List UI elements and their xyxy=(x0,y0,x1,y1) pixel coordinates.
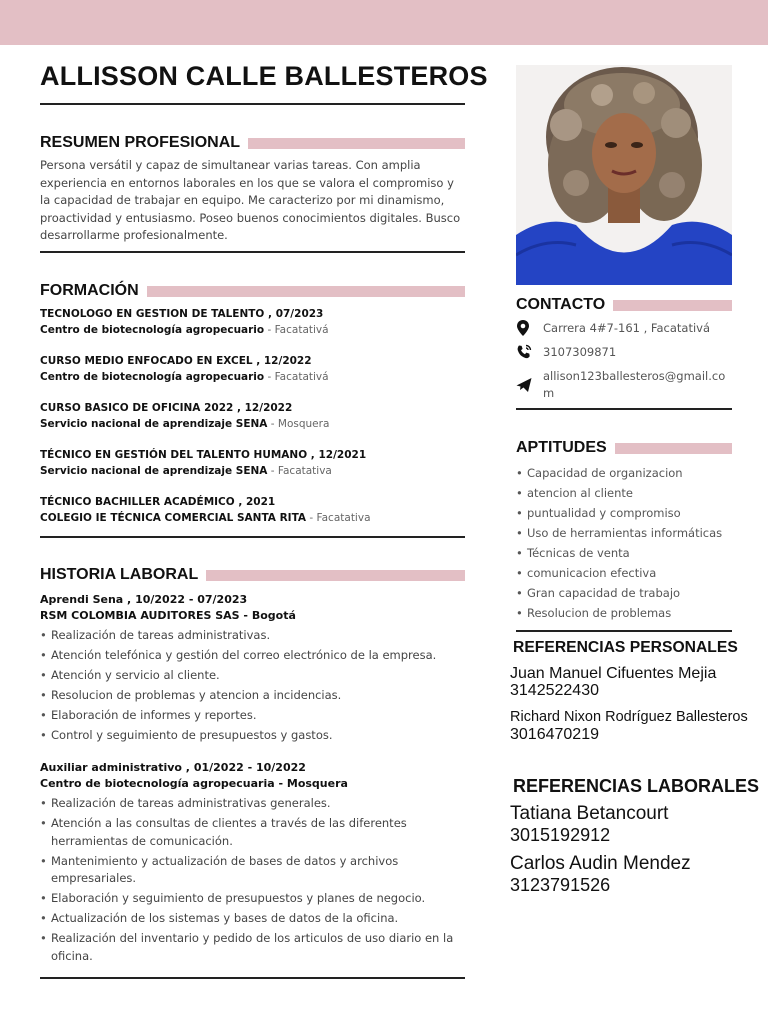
full-name: ALLISSON CALLE BALLESTEROS xyxy=(40,61,488,91)
list-item: • Capacidad de organizacion xyxy=(516,463,732,483)
divider xyxy=(40,536,465,538)
degree: CURSO MEDIO ENFOCADO EN EXCEL xyxy=(40,355,253,367)
personal-refs-title: REFERENCIAS PERSONALES xyxy=(513,639,738,656)
education-item: TÉCNICO EN GESTIÓN DEL TALENTO HUMANO , 12/2021 Servicio nacional de aprendizaje SENA - Facatativa xyxy=(40,449,367,477)
contact-phone xyxy=(516,344,732,361)
list-item: • Elaboración y seguimiento de presupuestos y planes de negocio. xyxy=(40,890,465,908)
task-list xyxy=(40,795,465,965)
education-item: TÉCNICO BACHILLER ACADÉMICO , 2021 COLEGIO IE TÉCNICA COMERCIAL SANTA RITA - Facatativa xyxy=(40,496,371,524)
ref-name: Tatiana Betancourt xyxy=(510,803,669,824)
ref-phone: 3123791526 xyxy=(510,875,611,895)
summary-text: Persona versátil y capaz de simultanear varias tareas. Con amplia experiencia en entornos laborales en los que se valora el compromiso y la capacidad de trabajar en equipo. Me caracterizo por mi dinamismo, proactividad y entusiasmo. Poseo buenos conocimientos digitales. Busco desarrollarme profesionalmente. xyxy=(40,158,461,242)
divider xyxy=(40,251,465,253)
school: COLEGIO IE TÉCNICA COMERCIAL SANTA RITA xyxy=(40,512,307,524)
education-item: TECNOLOGO EN GESTION DE TALENTO , 07/2023 Centro de biotecnología agropecuario - Facatativá xyxy=(40,308,329,336)
location-pin-icon xyxy=(516,320,543,336)
ref-name: Richard Nixon Rodríguez Ballesteros xyxy=(510,709,748,725)
location: Mosquera xyxy=(277,418,330,430)
top-accent-band xyxy=(0,0,768,45)
list-item: • Elaboración de informes y reportes. xyxy=(40,707,465,725)
task-list xyxy=(40,627,465,745)
divider xyxy=(40,103,465,105)
job-dates: 01/2022 - 10/2022 xyxy=(193,761,306,774)
list-item: • Realización de tareas administrativas generales. xyxy=(40,795,465,813)
divider xyxy=(516,630,732,632)
skills-header xyxy=(516,439,732,457)
accent-bar xyxy=(615,443,732,454)
ref-name: Juan Manuel Cifuentes Mejia xyxy=(510,665,717,682)
location: Facatativa xyxy=(316,512,371,524)
list-item: • Realización de tareas administrativas. xyxy=(40,627,465,645)
date: 2021 xyxy=(246,496,276,508)
education-item: CURSO MEDIO ENFOCADO EN EXCEL , 12/2022 Centro de biotecnología agropecuario - Facatativá xyxy=(40,355,329,383)
contact-email[interactable] xyxy=(516,368,732,402)
location: Facatativá xyxy=(274,371,329,383)
education-item: CURSO BASICO DE OFICINA 2022 , 12/2022 Servicio nacional de aprendizaje SENA - Mosquera xyxy=(40,402,330,430)
list-item: • Gran capacidad de trabajo xyxy=(516,583,732,603)
phone-text: 3107309871 xyxy=(543,345,617,359)
ref-phone: 3016470219 xyxy=(510,726,599,743)
list-item: • Atención telefónica y gestión del correo electrónico de la empresa. xyxy=(40,647,465,665)
list-item: • Atención a las consultas de clientes a través de las diferentes herramientas de comunicación. xyxy=(40,815,465,850)
list-item: • puntualidad y compromiso xyxy=(516,503,732,523)
profile-photo xyxy=(516,65,732,285)
location: Facatativa xyxy=(277,465,332,477)
education-title: FORMACIÓN xyxy=(40,282,139,299)
degree: TECNOLOGO EN GESTION DE TALENTO xyxy=(40,308,265,320)
send-icon xyxy=(516,368,543,402)
job-dates: 10/2022 - 07/2023 xyxy=(135,593,248,606)
job-role: Aprendi Sena xyxy=(40,593,124,606)
accent-bar xyxy=(248,138,465,149)
phone-icon xyxy=(516,344,543,360)
work-refs-title: REFERENCIAS LABORALES xyxy=(513,776,760,796)
school: Servicio nacional de aprendizaje SENA xyxy=(40,465,268,477)
date: 12/2021 xyxy=(318,449,367,461)
email-text[interactable]: allison123ballesteros@gmail.com xyxy=(543,369,726,400)
degree: TÉCNICO EN GESTIÓN DEL TALENTO HUMANO xyxy=(40,449,308,461)
accent-bar xyxy=(147,286,465,297)
skills-title: APTITUDES xyxy=(516,439,607,456)
contact-address xyxy=(516,320,732,337)
list-item: • comunicacion efectiva xyxy=(516,563,732,583)
degree: TÉCNICO BACHILLER ACADÉMICO xyxy=(40,496,235,508)
work-header xyxy=(40,565,465,585)
date: 12/2022 xyxy=(244,402,293,414)
divider xyxy=(40,977,465,979)
school: Centro de biotecnología agropecuario xyxy=(40,371,265,383)
school: Centro de biotecnología agropecuario xyxy=(40,324,265,336)
list-item: • Realización del inventario y pedido de los articulos de uso diario en la oficina. xyxy=(40,930,465,965)
accent-bar xyxy=(613,300,732,311)
list-item: • Mantenimiento y actualización de bases de datos y archivos empresariales. xyxy=(40,853,465,888)
job-company: RSM COLOMBIA AUDITORES SAS - Bogotá xyxy=(40,609,296,622)
location: Facatativá xyxy=(274,324,329,336)
degree: CURSO BASICO DE OFICINA 2022 xyxy=(40,402,234,414)
ref-phone: 3142522430 xyxy=(510,682,599,699)
summary-header xyxy=(40,133,465,153)
contact-header xyxy=(516,296,732,314)
ref-name: Carlos Audin Mendez xyxy=(510,853,691,874)
date: 07/2023 xyxy=(275,308,324,320)
address-text: Carrera 4#7-161 , Facatativá xyxy=(543,321,711,335)
ref-phone: 3015192912 xyxy=(510,825,611,845)
school: Servicio nacional de aprendizaje SENA xyxy=(40,418,268,430)
work-title: HISTORIA LABORAL xyxy=(40,566,199,583)
list-item: • Resolucion de problemas xyxy=(516,603,732,623)
portrait-illustration xyxy=(516,65,732,285)
list-item: • Atención y servicio al cliente. xyxy=(40,667,465,685)
list-item: • atencion al cliente xyxy=(516,483,732,503)
summary-title: RESUMEN PROFESIONAL xyxy=(40,134,241,151)
accent-bar xyxy=(206,570,465,581)
job-entry: Auxiliar administrativo , 01/2022 - 10/2022 Centro de biotecnología agropecuaria - Mosquera • Realización de tareas administrativas generales. • Atención a las consultas de clientes a través de las diferentes herramientas de comunicación. • Mantenimiento y actualización de bases de datos y archivos empresariales. • Elaboración y seguimiento de presupuestos y planes de negocio. • Actualización de los sistemas y bases de datos de la oficina. • Realización del inventario y pedido de los articulos de uso diario en la oficina. xyxy=(40,760,465,968)
education-header xyxy=(40,281,465,301)
date: 12/2022 xyxy=(263,355,312,367)
skills-list xyxy=(516,463,732,623)
job-company: Centro de biotecnología agropecuaria - Mosquera xyxy=(40,777,348,790)
contact-title: CONTACTO xyxy=(516,296,606,313)
list-item: • Actualización de los sistemas y bases de datos de la oficina. xyxy=(40,910,465,928)
divider xyxy=(516,408,732,410)
list-item: • Control y seguimiento de presupuestos y gastos. xyxy=(40,727,465,745)
list-item: • Técnicas de venta xyxy=(516,543,732,563)
list-item: • Resolucion de problemas y atencion a incidencias. xyxy=(40,687,465,705)
job-entry: Aprendi Sena , 10/2022 - 07/2023 RSM COLOMBIA AUDITORES SAS - Bogotá • Realización de tareas administrativas. • Atención telefónica y gestión del correo electrónico de la empresa. • Atención y servicio al cliente. • Resolucion de problemas y atencion a incidencias. • Elaboración de informes y reportes. • Control y seguimiento de presupuestos y gastos. xyxy=(40,592,465,747)
job-role: Auxiliar administrativo xyxy=(40,761,182,774)
list-item: • Uso de herramientas informáticas xyxy=(516,523,732,543)
